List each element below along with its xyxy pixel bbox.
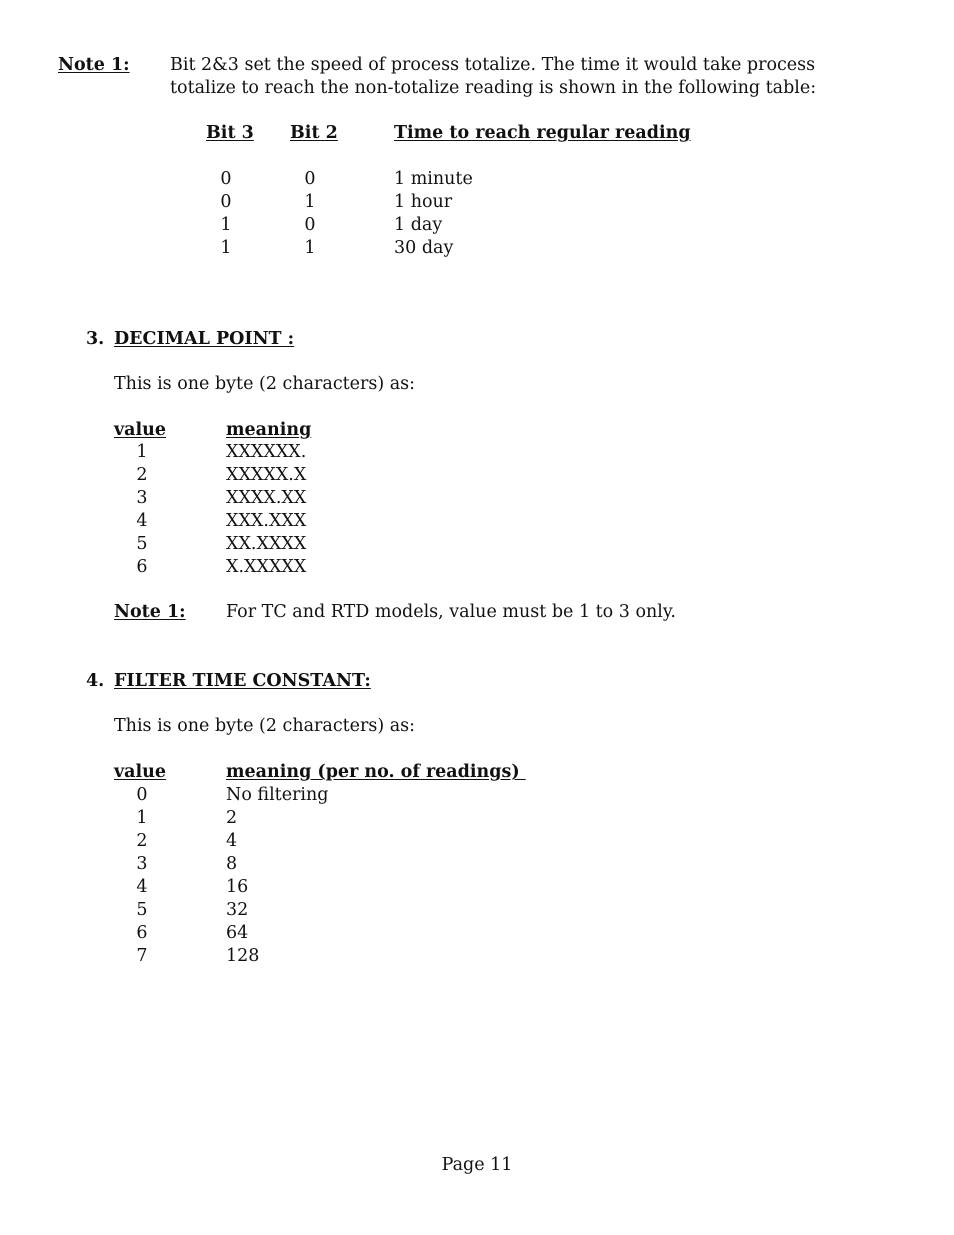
table-row [0, 191, 954, 214]
table-row [0, 533, 954, 556]
bit-table-header-bit3: Bit 3 [206, 123, 254, 143]
meaning-cell: XXXXXX. [226, 442, 307, 462]
section3-note-text: For TC and RTD models, value must be 1 to 3 only. [226, 602, 676, 622]
bit3-cell: 0 [220, 169, 232, 189]
section3-note-label: Note 1: [114, 602, 186, 622]
bit2-cell: 0 [304, 215, 316, 235]
table-row [0, 464, 954, 487]
table-row [0, 830, 954, 853]
time-cell: 1 day [394, 215, 443, 235]
meaning-cell: 32 [226, 900, 249, 920]
meaning-cell: XXXX.XX [226, 488, 307, 508]
meaning-cell: 2 [226, 808, 238, 828]
section3-intro: This is one byte (2 characters) as: [114, 374, 416, 394]
bit-table-header-time: Time to reach regular reading [394, 123, 691, 143]
time-cell: 1 minute [394, 169, 473, 189]
value-cell: 6 [136, 557, 148, 577]
value-cell: 4 [136, 511, 148, 531]
table-row [0, 441, 954, 464]
table-row [0, 214, 954, 237]
value-cell: 0 [136, 785, 148, 805]
meaning-cell: 128 [226, 946, 260, 966]
section3-title: DECIMAL POINT : [114, 329, 295, 349]
table-row [0, 899, 954, 922]
table-row [0, 922, 954, 945]
value-cell: 1 [136, 808, 148, 828]
filter-header-meaning: meaning (per no. of readings) [226, 762, 526, 782]
note-label: Note 1: [58, 55, 130, 75]
section4-number: 4. [86, 671, 105, 691]
table-row [0, 556, 954, 579]
value-cell: 5 [136, 900, 148, 920]
bit2-cell: 1 [304, 192, 316, 212]
bit-table-header-bit2: Bit 2 [290, 123, 338, 143]
decimal-header-value: value [114, 420, 167, 440]
value-cell: 2 [136, 831, 148, 851]
table-row [0, 237, 954, 260]
meaning-cell: XXX.XXX [226, 511, 307, 531]
meaning-cell: 64 [226, 923, 249, 943]
value-cell: 3 [136, 488, 148, 508]
note-text: Bit 2&3 set the speed of process totalize. The time it would take process totalize to reach the non-totalize reading is shown in the following table: [170, 55, 817, 98]
value-cell: 7 [136, 946, 148, 966]
value-cell: 4 [136, 877, 148, 897]
value-cell: 6 [136, 923, 148, 943]
meaning-cell: X.XXXXX [226, 557, 307, 577]
table-row [0, 945, 954, 968]
table-row [0, 807, 954, 830]
table-row [0, 876, 954, 899]
meaning-cell: 16 [226, 877, 249, 897]
decimal-header-meaning: meaning [226, 420, 312, 440]
table-row [0, 487, 954, 510]
filter-header-value: value [114, 762, 167, 782]
meaning-cell: No filtering [226, 785, 329, 805]
value-cell: 2 [136, 465, 148, 485]
time-cell: 30 day [394, 238, 454, 258]
meaning-cell: XX.XXXX [226, 534, 307, 554]
value-cell: 3 [136, 854, 148, 874]
table-row [0, 853, 954, 876]
meaning-cell: XXXXX.X [226, 465, 307, 485]
section4-intro: This is one byte (2 characters) as: [114, 716, 416, 736]
value-cell: 5 [136, 534, 148, 554]
meaning-cell: 8 [226, 854, 238, 874]
bit3-cell: 0 [220, 192, 232, 212]
page-number: Page 11 [441, 1155, 513, 1175]
meaning-cell: 4 [226, 831, 238, 851]
time-cell: 1 hour [394, 192, 453, 212]
value-cell: 1 [136, 442, 148, 462]
section3-number: 3. [86, 329, 105, 349]
table-row [0, 510, 954, 533]
bit3-cell: 1 [220, 238, 232, 258]
bit2-cell: 1 [304, 238, 316, 258]
table-row [0, 784, 954, 807]
table-row [0, 168, 954, 191]
bit3-cell: 1 [220, 215, 232, 235]
bit2-cell: 0 [304, 169, 316, 189]
section4-title: FILTER TIME CONSTANT: [114, 671, 371, 691]
